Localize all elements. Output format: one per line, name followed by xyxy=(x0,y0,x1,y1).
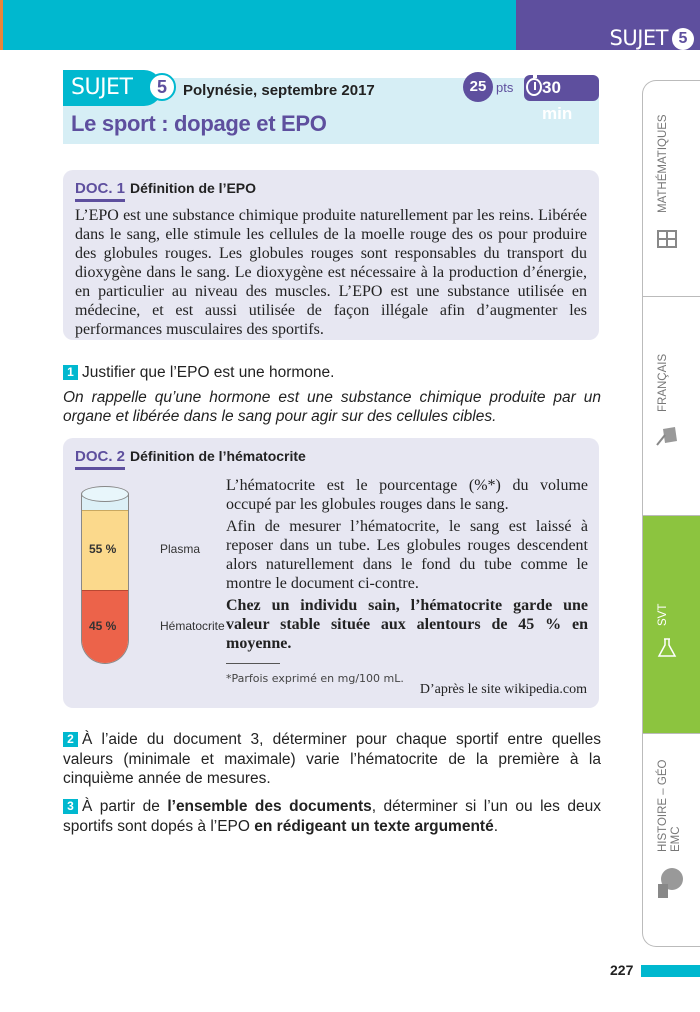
doc2-box xyxy=(63,438,599,708)
question-1 xyxy=(63,363,601,427)
doc1-number: DOC. 1 xyxy=(75,180,125,202)
doc2-text xyxy=(226,476,588,688)
doc1-heading xyxy=(75,180,256,202)
test-tube-illustration xyxy=(81,486,129,664)
doc2-heading xyxy=(75,448,306,470)
question-3 xyxy=(63,797,601,836)
subject-header xyxy=(63,75,599,144)
question-2-text: À l’aide du document 3, déterminer pour chaque sportif entre quelles valeurs (minimale et maximale) varie l’hématocrite de la première à la cinquième année de mesures. xyxy=(63,731,601,787)
question-2-number: 2 xyxy=(63,732,78,747)
side-tab-label: MATHÉMATIQUES xyxy=(657,114,669,213)
book-pen-icon xyxy=(655,423,679,447)
question-3-bold-1: l’ensemble des documents xyxy=(167,798,372,815)
subject-corner-block xyxy=(516,0,700,50)
side-tab-label: SVT xyxy=(657,603,669,626)
doc2-paragraph-2: Afin de mesurer l’hématocrite, le sang est laissé à reposer dans un tube. Les globules rouges descendent alors naturellement dans le fond du tube comme le montre le document ci-contre. xyxy=(226,518,588,592)
points-badge xyxy=(463,72,513,102)
hematocrit-label: Hématocrite xyxy=(160,619,225,633)
plasma-label: Plasma xyxy=(160,542,201,556)
side-tab-label: FRANÇAIS xyxy=(657,353,669,412)
calculator-icon xyxy=(655,227,679,251)
side-tab-mathematiques[interactable] xyxy=(643,81,700,297)
orange-edge-stripe xyxy=(0,0,3,50)
question-3-number: 3 xyxy=(63,799,78,814)
sujet-tag: SUJET xyxy=(63,70,162,106)
sujet-number-badge: 5 xyxy=(148,73,176,101)
question-3-bold-2: en rédigeant un texte argumenté xyxy=(254,817,494,835)
doc1-title: Définition de l’EPO xyxy=(130,180,257,196)
question-3-text-part: , déterminer si l’un ou les deux sportifs sont dopés à l’EPO xyxy=(63,798,602,835)
points-label: pts xyxy=(496,79,514,95)
hematocrit-percent: 45 % xyxy=(89,619,117,633)
doc2-title: Définition de l’hématocrite xyxy=(130,448,306,464)
stopwatch-icon xyxy=(526,78,542,96)
question-1-text: Justifier que l’EPO est une hormone. xyxy=(82,364,335,381)
tube-rim xyxy=(81,486,129,502)
side-tab-francais[interactable] xyxy=(643,297,700,516)
page-number: 227 xyxy=(610,962,634,978)
doc2-number: DOC. 2 xyxy=(75,448,125,470)
corner-sujet-label: SUJET xyxy=(609,26,668,50)
top-banner xyxy=(0,0,700,50)
question-1-number: 1 xyxy=(63,365,78,380)
points-value: 25 xyxy=(463,72,493,102)
globe-column-icon xyxy=(655,866,685,900)
tube-body xyxy=(81,494,129,664)
doc2-paragraph-3: Chez un individu sain, l’hématocrite garde une valeur stable située aux alentours de 45 % en moyenne. xyxy=(226,597,588,652)
plasma-percent: 55 % xyxy=(89,542,117,556)
side-tab-svt[interactable] xyxy=(643,516,700,734)
corner-sujet-number: 5 xyxy=(672,28,694,50)
doc2-source: D’après le site wikipedia.com xyxy=(419,682,587,697)
question-3-text-part: À partir de xyxy=(82,798,168,815)
question-2 xyxy=(63,730,601,789)
doc2-paragraph-1: L’hématocrite est le pourcentage (%*) du volume occupé par les globules rouges dans le sang. xyxy=(226,477,588,513)
page-title: Le sport : dopage et EPO xyxy=(71,111,327,136)
doc1-body: L’EPO est une substance chimique produite naturellement par les reins. Libérée dans le sang, elle stimule les cellules de la moelle rouge des os pour produire des globules rouges. Les globules rouges sont responsables du transport du dioxygène dans le sang. Le dioxygène est nécessaire à la production d’énergie, en particulier au niveau des muscles. L’EPO est une substance utilisée en médecine, et est aussi utilisée de façon illégale afin d’augmenter les performances musculaires des sportifs. xyxy=(75,207,587,338)
doc2-footnote: *Parfois exprimé en mg/100 mL. xyxy=(226,672,404,685)
question-3-text-part: . xyxy=(493,817,499,835)
side-tab-label: HISTOIRE – GÉO EMC xyxy=(657,759,682,852)
page-number-bar xyxy=(641,965,700,977)
duration-badge xyxy=(524,75,599,123)
exam-origin: Polynésie, septembre 2017 xyxy=(183,82,375,99)
doc1-box xyxy=(63,170,599,340)
side-tab-histoire-geo-emc[interactable] xyxy=(643,734,700,947)
subject-side-tabs xyxy=(642,80,700,947)
flask-icon xyxy=(655,636,679,660)
duration-value: 30 min xyxy=(542,78,573,123)
question-1-hint: On rappelle qu’une hormone est une substance chimique produite par un organe et libérée dans le sang pour agir sur des cellules cibles. xyxy=(63,388,601,425)
footnote-divider xyxy=(226,663,280,664)
